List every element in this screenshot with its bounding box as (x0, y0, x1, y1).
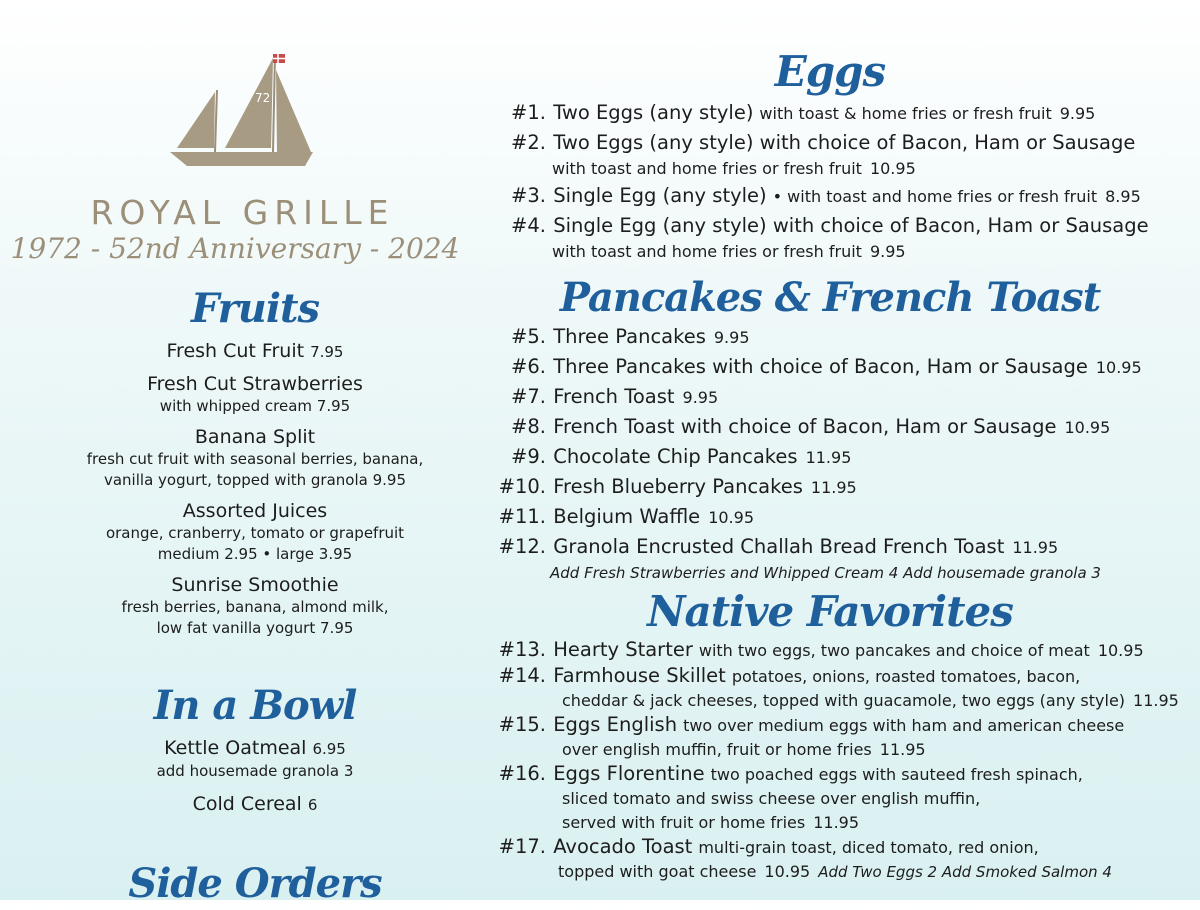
item-title: Two Eggs (any style) with choice of Bacon, Ham or Sausage (553, 131, 1136, 154)
item-title: Three Pancakes with choice of Bacon, Ham or Sausage (553, 355, 1088, 378)
item-title: Hearty Starter (553, 638, 693, 661)
item-number: #3. (511, 184, 546, 207)
menu-item-3 (490, 181, 1190, 211)
menu-item-11 (490, 502, 1190, 532)
item-name: Banana Split (194, 426, 316, 448)
item-number: #17. (498, 835, 546, 858)
item-price: 11.95 (879, 740, 926, 759)
item-title: Eggs English (553, 713, 678, 736)
item-desc: two poached eggs with sauteed fresh spinach, (710, 765, 1083, 784)
item-sizes: medium 2.95 • large 3.95 (157, 545, 353, 563)
item-number: #16. (498, 762, 546, 785)
item-desc: fresh cut fruit with seasonal berries, banana, (86, 450, 424, 468)
eggs-list (490, 98, 1190, 264)
menu-item-10 (490, 472, 1190, 502)
item-number: #14. (498, 664, 546, 687)
item-title: French Toast (553, 385, 675, 408)
menu-item-smoothie (0, 573, 510, 639)
item-price: 9.95 (713, 328, 750, 347)
item-name: Fresh Cut Fruit (166, 340, 305, 362)
bowl-section (0, 680, 510, 817)
item-price: 8.95 (1105, 187, 1141, 206)
item-price: 10.95 (1097, 641, 1144, 660)
item-price: 7.95 (316, 397, 351, 415)
item-price: 10.95 (1064, 418, 1111, 437)
item-number: #10. (498, 475, 546, 498)
item-number: #5. (511, 325, 546, 348)
item-title: Three Pancakes (553, 325, 706, 348)
item-desc: with toast and home fries or fresh fruit (552, 159, 862, 178)
item-desc: two over medium eggs with ham and american cheese (683, 716, 1125, 735)
item-title: Granola Encrusted Challah Bread French Toast (553, 535, 1005, 558)
item-desc: served with fruit or home fries (562, 813, 806, 832)
item-desc: with whipped cream (159, 397, 313, 415)
sides-heading: Side Orders (128, 860, 382, 907)
sailboat-logo-icon (165, 52, 315, 182)
item-number: #7. (511, 385, 546, 408)
item-desc: fresh berries, banana, almond milk, (121, 598, 389, 616)
menu-item-6 (490, 352, 1190, 382)
item-desc: low fat vanilla yogurt (156, 619, 316, 637)
menu-item-8 (490, 412, 1190, 442)
item-price: 9.95 (1059, 104, 1096, 123)
pancakes-list (490, 322, 1190, 584)
item-price: 6.95 (312, 740, 346, 758)
item-desc: sliced tomato and swiss cheese over english muffin, (562, 789, 981, 808)
menu-item-7 (490, 382, 1190, 412)
item-price: 10.95 (708, 508, 754, 527)
item-number: #4. (511, 214, 546, 237)
item-price: 11.95 (1012, 538, 1059, 557)
item-desc: orange, cranberry, tomato or grapefruit (105, 524, 405, 542)
item-title: Chocolate Chip Pancakes (553, 445, 798, 468)
menu-item-17 (490, 835, 1190, 884)
item-price: 11.95 (1133, 691, 1179, 710)
item-desc: with toast & home fries or fresh fruit (759, 104, 1052, 123)
add-ons-note: Add Fresh Strawberries and Whipped Cream 4 Add housemade granola 3 (550, 564, 1101, 582)
item-name: Assorted Juices (182, 500, 328, 522)
item-price: 7.95 (320, 619, 354, 637)
item-price: 9.95 (682, 388, 719, 407)
item-price: 11.95 (810, 478, 857, 497)
item-desc: add housemade granola 3 (156, 762, 354, 780)
item-title: Avocado Toast (553, 835, 693, 858)
item-price: 11.95 (805, 448, 852, 467)
fruits-heading: Fruits (190, 285, 320, 332)
menu-item-strawberries (0, 372, 510, 417)
item-number: #12. (498, 535, 546, 558)
item-number: #2. (511, 131, 546, 154)
item-number: #8. (511, 415, 546, 438)
item-number: #11. (498, 505, 546, 528)
item-number: #13. (498, 638, 546, 661)
item-price: 11.95 (813, 813, 860, 832)
menu-item-1 (490, 98, 1190, 128)
item-desc: over english muffin, fruit or home fries (562, 740, 872, 759)
item-title: Single Egg (any style) (553, 184, 767, 207)
item-number: #1. (511, 101, 546, 124)
item-price: 10.95 (764, 862, 811, 881)
item-title: Eggs Florentine (553, 762, 705, 785)
item-title: Single Egg (any style) with choice of Bacon, Ham or Sausage (553, 214, 1149, 237)
item-desc: vanilla yogurt, topped with granola (103, 471, 368, 489)
item-number: #6. (511, 355, 546, 378)
item-name: Fresh Cut Strawberries (147, 373, 363, 395)
menu-item-13 (490, 637, 1190, 664)
item-desc: multi-grain toast, diced tomato, red onion, (698, 838, 1039, 857)
item-desc: with toast and home fries or fresh fruit (552, 242, 862, 261)
item-name: Cold Cereal (192, 793, 302, 815)
item-title: French Toast with choice of Bacon, Ham or Sausage (553, 415, 1057, 438)
menu-item-banana-split (0, 425, 510, 491)
item-number: #9. (511, 445, 546, 468)
restaurant-name: ROYAL GRILLE (90, 193, 395, 232)
item-price: 7.95 (310, 343, 344, 361)
item-title: Belgium Waffle (553, 505, 701, 528)
add-ons-note: Add Two Eggs 2 Add Smoked Salmon 4 (818, 863, 1112, 881)
menu-item-juices (0, 499, 510, 565)
item-price: 9.95 (869, 242, 906, 261)
item-title: Two Eggs (any style) (553, 101, 754, 124)
pancakes-heading: Pancakes & French Toast (559, 274, 1101, 321)
menu-item-4 (490, 211, 1190, 264)
menu-item-2 (490, 128, 1190, 181)
left-column (0, 0, 520, 907)
item-title: Fresh Blueberry Pancakes (553, 475, 803, 498)
eggs-heading: Eggs (774, 47, 886, 96)
item-desc: with two eggs, two pancakes and choice of meat (698, 641, 1090, 660)
sides-section (0, 858, 510, 910)
menu-item-12 (490, 532, 1190, 562)
item-name: Kettle Oatmeal (164, 737, 307, 759)
menu-item-15 (490, 713, 1190, 762)
right-column (490, 0, 1190, 900)
item-price: 10.95 (869, 159, 916, 178)
menu-item-cereal (0, 792, 510, 817)
item-title: Farmhouse Skillet (553, 664, 726, 687)
native-list (490, 637, 1190, 884)
item-number: #15. (498, 713, 546, 736)
item-desc: cheddar & jack cheeses, topped with guacamole, two eggs (any style) (562, 691, 1126, 710)
menu-item-oatmeal (0, 736, 510, 782)
item-desc: • with toast and home fries or fresh fruit (772, 187, 1098, 206)
item-price: 10.95 (1095, 358, 1142, 377)
item-desc: potatoes, onions, roasted tomatoes, bacon, (731, 667, 1081, 686)
menu-item-5 (490, 322, 1190, 352)
anniversary-tagline: 1972 - 52nd Anniversary - 2024 (10, 232, 460, 265)
menu-item-fresh-cut-fruit (0, 339, 510, 364)
menu-item-16 (490, 762, 1190, 835)
item-price: 9.95 (372, 471, 407, 489)
item-name: Sunrise Smoothie (171, 574, 339, 596)
item-price: 6 (307, 796, 318, 814)
native-heading: Native Favorites (647, 587, 1013, 636)
fruits-section (0, 283, 510, 639)
bowl-heading: In a Bowl (153, 682, 357, 729)
menu-item-14 (490, 664, 1190, 713)
sail-number: 72 (255, 91, 271, 105)
menu-item-9 (490, 442, 1190, 472)
item-desc: topped with goat cheese (558, 862, 757, 881)
